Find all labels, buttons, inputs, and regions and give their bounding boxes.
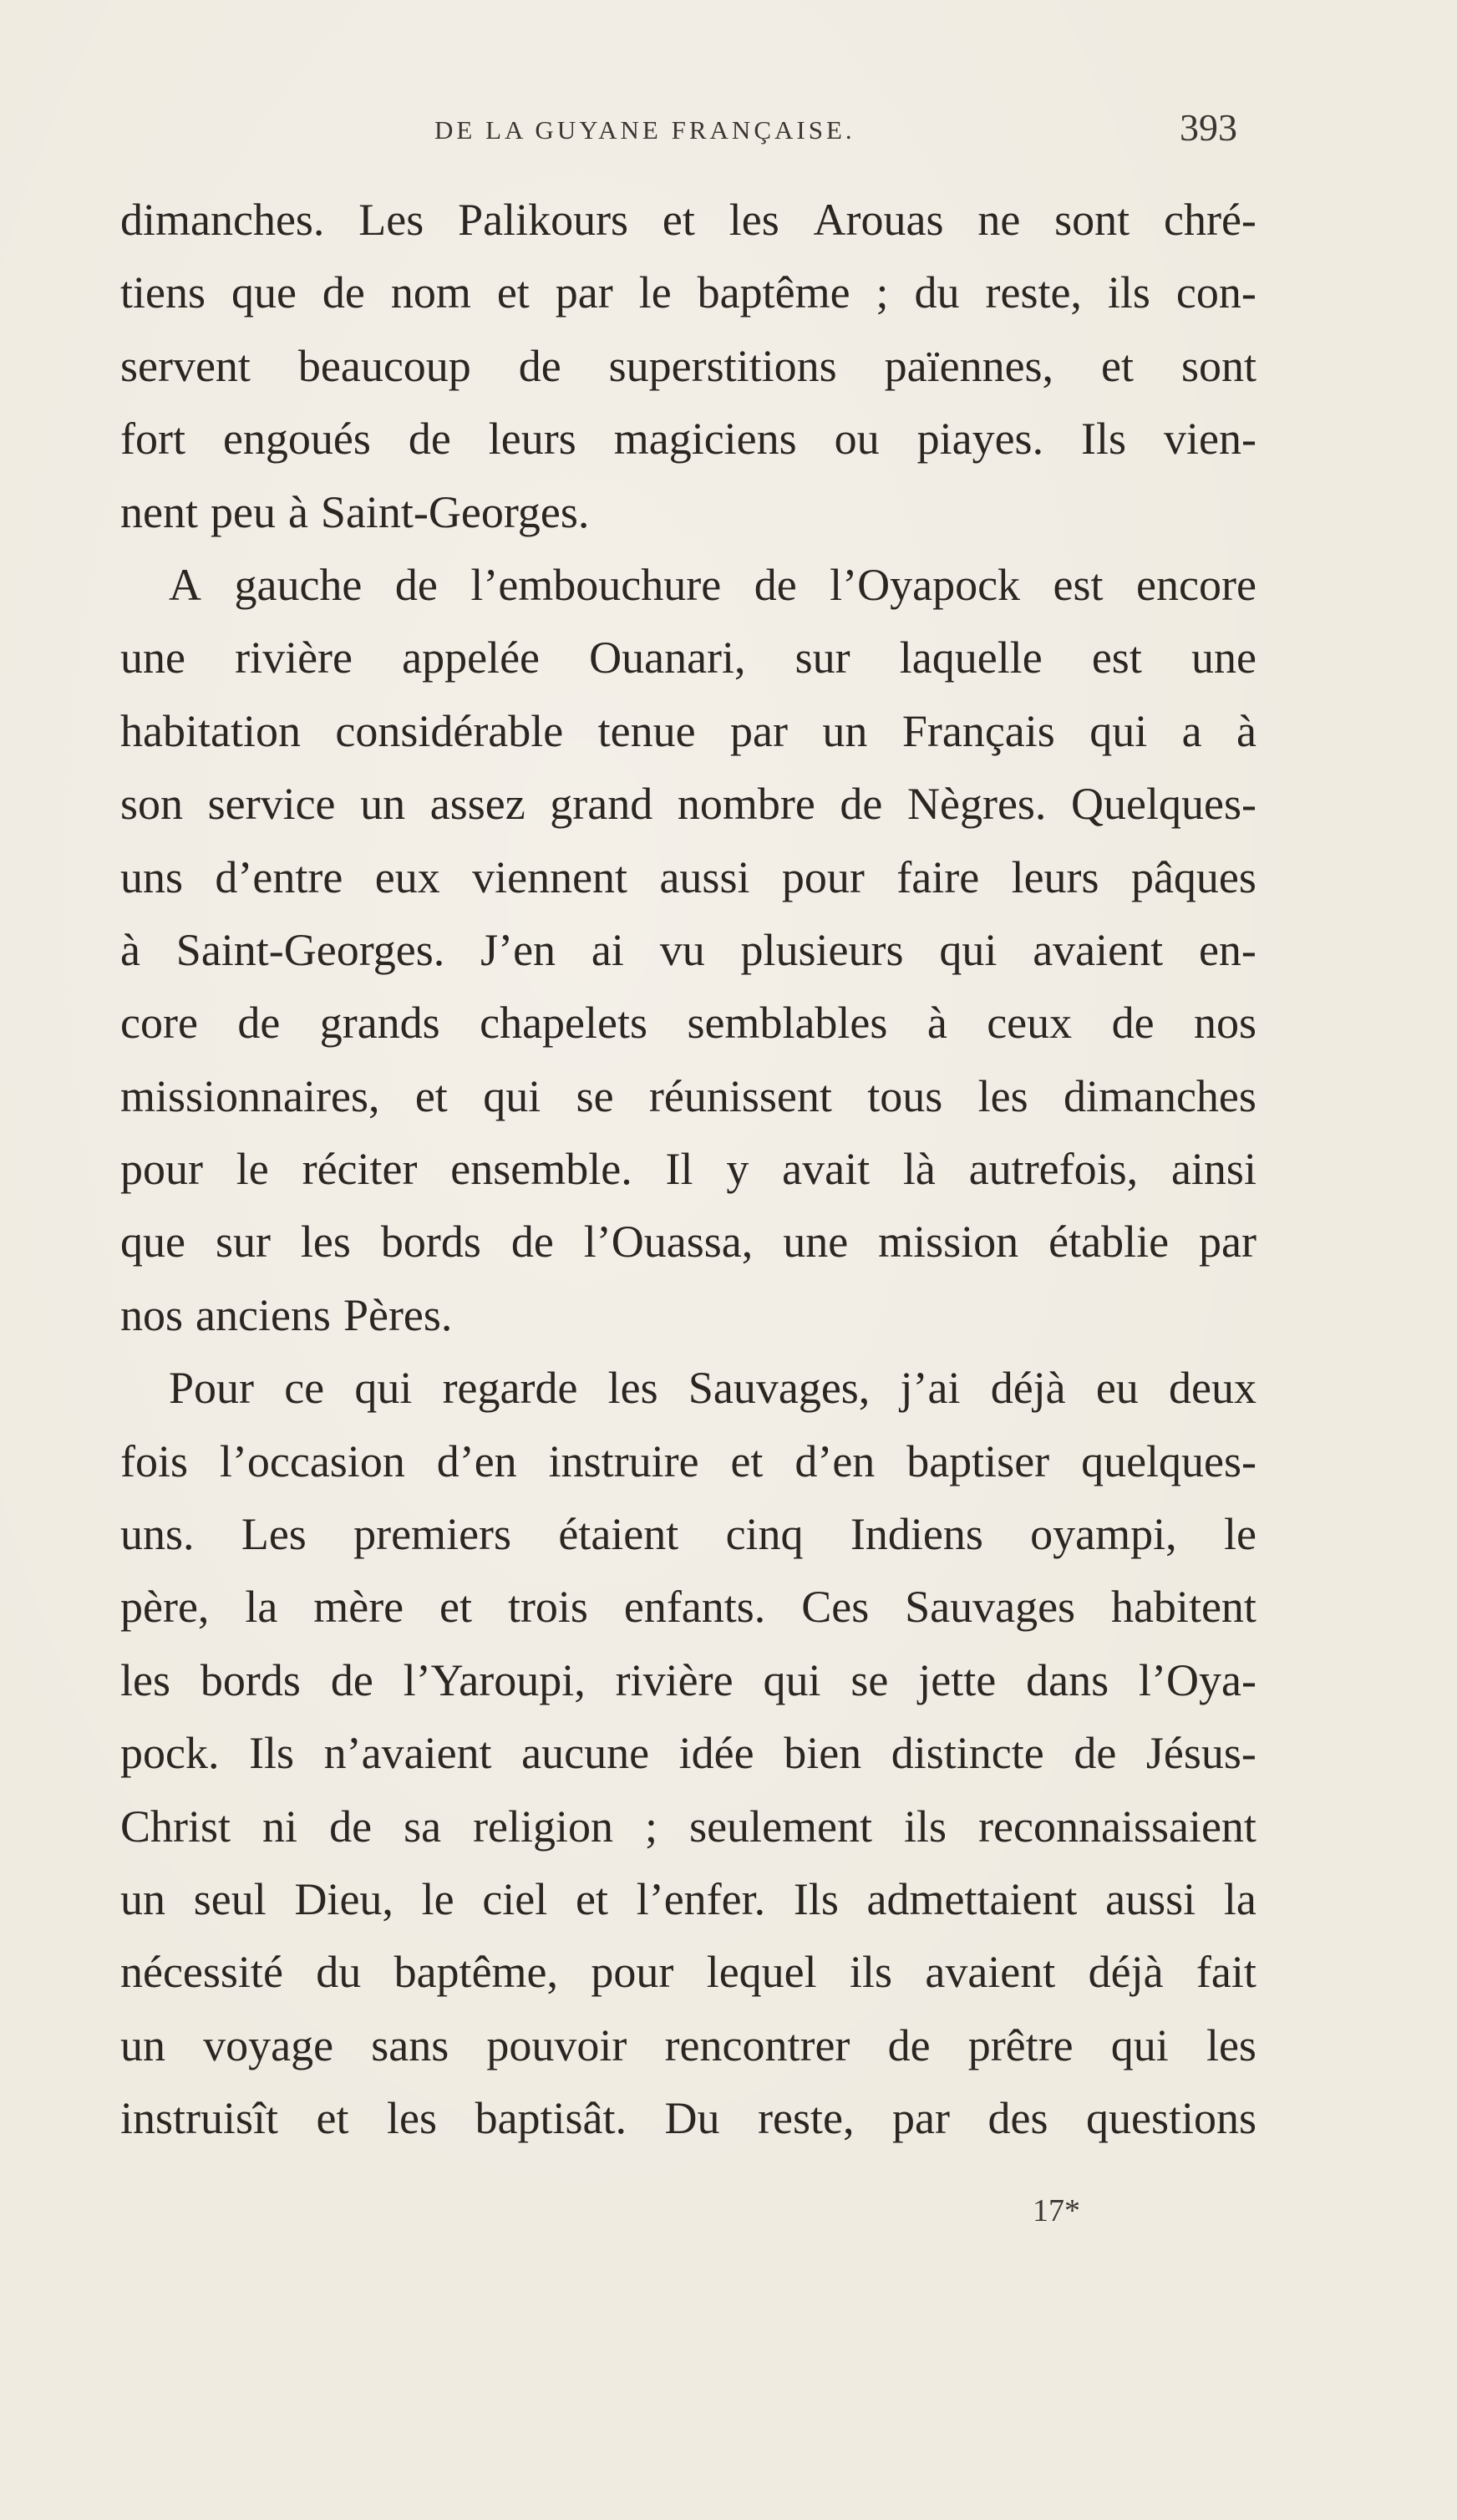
body-text — [120, 184, 1256, 2156]
word: de — [518, 340, 561, 391]
word: y — [726, 1144, 749, 1195]
word: ou — [834, 414, 880, 465]
word: de — [887, 2020, 931, 2070]
word: de — [330, 1654, 373, 1705]
text-line — [120, 1425, 1256, 1498]
word: gauche — [234, 559, 363, 610]
word: Dieu, — [294, 1873, 393, 1924]
word: pouvoir — [486, 2020, 627, 2070]
word: J’en — [480, 924, 556, 975]
text-line — [120, 184, 1256, 257]
word: encore — [1136, 559, 1256, 610]
word: l’occasion — [219, 1435, 405, 1486]
word: et — [496, 267, 530, 318]
word: l’Oya- — [1139, 1654, 1256, 1705]
text-line — [120, 1206, 1256, 1278]
word: l’Yaroupi, — [403, 1654, 586, 1705]
signature-mark: 17* — [1033, 2193, 1080, 2228]
word: de — [322, 267, 365, 318]
text-line — [120, 1571, 1256, 1644]
word: sont — [1054, 195, 1130, 245]
word: sans — [371, 2020, 449, 2070]
word: grands — [319, 998, 440, 1049]
word: mère — [313, 1582, 404, 1633]
text-line — [120, 2082, 1256, 2155]
word: étaient — [558, 1509, 679, 1560]
word: ni — [262, 1801, 298, 1852]
word: d’en — [436, 1435, 517, 1486]
word: les — [300, 1217, 351, 1268]
word: qui — [483, 1070, 541, 1121]
word: semblables — [687, 998, 888, 1049]
word: superstitions — [608, 340, 837, 391]
word: Sauvages, — [688, 1363, 871, 1414]
text-line — [120, 1936, 1256, 2009]
word: Ouanari, — [589, 633, 746, 683]
word: qui — [1110, 2020, 1169, 2070]
word: nos — [1193, 998, 1256, 1049]
word: et — [1101, 340, 1134, 391]
word: Jésus- — [1145, 1728, 1256, 1779]
word: Christ — [120, 1801, 231, 1852]
word: avaient — [925, 1947, 1056, 1998]
word: sa — [404, 1801, 442, 1852]
word: ; — [876, 267, 889, 318]
text-line — [120, 330, 1256, 403]
word: ils — [904, 1801, 947, 1852]
text-line — [120, 1498, 1256, 1571]
word: qui — [354, 1363, 413, 1414]
word: pour — [120, 1144, 203, 1195]
word: missionnaires, — [120, 1070, 380, 1121]
word: idée — [678, 1728, 754, 1779]
word: Saint-Georges. — [320, 486, 590, 537]
word: rivière — [235, 633, 353, 683]
word: sur — [215, 1217, 271, 1268]
word: vu — [659, 924, 705, 975]
word: beaucoup — [297, 340, 471, 391]
word: de — [840, 779, 883, 830]
word: la — [245, 1582, 278, 1633]
text-line — [120, 1644, 1256, 1717]
word: avait — [782, 1144, 871, 1195]
word: eu — [1095, 1363, 1139, 1414]
word: habitation — [120, 705, 301, 756]
word: avaient — [1033, 924, 1164, 975]
word: et — [414, 1070, 448, 1121]
word: et — [316, 2093, 349, 2144]
word: j’ai — [900, 1363, 961, 1414]
word: le — [638, 267, 672, 318]
word: habitent — [1110, 1582, 1256, 1633]
word: est — [1053, 559, 1104, 610]
word: prêtre — [967, 2020, 1074, 2070]
word: anciens — [195, 1289, 331, 1340]
text-line — [120, 768, 1256, 841]
word: rivière — [615, 1654, 734, 1705]
word: pock. — [120, 1728, 220, 1779]
word: fait — [1196, 1947, 1256, 1998]
text-line — [120, 987, 1256, 1059]
word: bords — [380, 1217, 481, 1268]
word: et — [576, 1873, 608, 1924]
word: déjà — [990, 1363, 1066, 1414]
text-line — [120, 549, 1256, 622]
word: lequel — [706, 1947, 817, 1998]
word: de — [394, 559, 438, 610]
word: Les — [358, 195, 424, 245]
word: A — [169, 559, 201, 610]
word: cinq — [725, 1509, 804, 1560]
word: reconnaissaient — [978, 1801, 1256, 1852]
word: rencontrer — [664, 2020, 850, 2070]
word: grand — [550, 779, 653, 830]
word: en- — [1198, 924, 1256, 975]
word: bords — [200, 1654, 301, 1705]
word: païennes, — [884, 340, 1054, 391]
word: et — [730, 1435, 764, 1486]
word: regarde — [442, 1363, 578, 1414]
word: con- — [1175, 267, 1256, 318]
word: ils — [849, 1947, 893, 1998]
word: le — [1223, 1509, 1256, 1560]
word: ensemble. — [450, 1144, 632, 1195]
word: Français — [901, 705, 1055, 756]
text-line — [120, 1060, 1256, 1133]
text-line — [120, 1352, 1256, 1425]
text-line — [120, 914, 1256, 987]
word: par — [892, 2093, 950, 2144]
word: enfants. — [623, 1582, 766, 1633]
running-title: DE LA GUYANE FRANÇAISE. — [434, 115, 855, 145]
word: piayes. — [916, 414, 1044, 465]
text-line — [120, 1863, 1256, 1936]
word: d’entre — [215, 851, 343, 902]
word: et — [662, 195, 695, 245]
word: oyampi, — [1030, 1509, 1177, 1560]
word: ; — [645, 1801, 658, 1852]
word: une — [783, 1217, 849, 1268]
word: les — [387, 2093, 438, 2144]
word: aussi — [659, 851, 750, 902]
word: nom — [390, 267, 471, 318]
word: eux — [374, 851, 440, 902]
word: core — [120, 998, 198, 1049]
word: par — [1199, 1217, 1256, 1268]
word: reste, — [985, 267, 1082, 318]
word: réciter — [302, 1144, 418, 1195]
text-line — [120, 695, 1256, 768]
word: l’embouchure — [470, 559, 722, 610]
word: Pères. — [343, 1289, 453, 1340]
text-line — [120, 257, 1256, 329]
word: leurs — [1011, 851, 1099, 902]
word: nent — [120, 486, 198, 537]
page-number: 393 — [1180, 106, 1237, 149]
word: sur — [794, 633, 850, 683]
text-line — [120, 1133, 1256, 1206]
word: sont — [1180, 340, 1256, 391]
word: dimanches. — [120, 195, 325, 245]
word: nécessité — [120, 1947, 283, 1998]
word: ai — [591, 924, 624, 975]
word: la — [1223, 1873, 1256, 1924]
word: le — [236, 1144, 269, 1195]
word: chré- — [1164, 195, 1256, 245]
word: viennent — [472, 851, 628, 902]
word: du — [316, 1947, 362, 1998]
word: un — [360, 779, 406, 830]
text-line — [120, 2009, 1256, 2082]
word: les — [607, 1363, 658, 1414]
word: à — [120, 924, 140, 975]
word: ce — [284, 1363, 325, 1414]
word: deux — [1169, 1363, 1256, 1414]
word: réunissent — [648, 1070, 832, 1121]
word: Palikours — [458, 195, 629, 245]
word: de — [237, 998, 281, 1049]
word: ceux — [987, 998, 1073, 1049]
word: ne — [977, 195, 1021, 245]
word: plusieurs — [740, 924, 904, 975]
word: Les — [241, 1509, 307, 1560]
word: ils — [1107, 267, 1150, 318]
word: ainsi — [1170, 1144, 1256, 1195]
word: instruisît — [120, 2093, 279, 2144]
word: Du — [664, 2093, 720, 2144]
word: nombre — [677, 779, 815, 830]
word: de — [1074, 1728, 1117, 1779]
word: Indiens — [850, 1509, 983, 1560]
word: dans — [1026, 1654, 1109, 1705]
word: de — [408, 414, 451, 465]
word: reste, — [758, 2093, 855, 2144]
word: Ils — [1081, 414, 1127, 465]
word: leurs — [488, 414, 576, 465]
word: à — [287, 486, 308, 537]
word: n’avaient — [323, 1728, 492, 1779]
word: à — [926, 998, 947, 1049]
word: instruire — [548, 1435, 699, 1486]
word: le — [421, 1873, 454, 1924]
word: distincte — [891, 1728, 1044, 1779]
word: à — [1236, 705, 1256, 756]
word: de — [754, 559, 797, 610]
word: un — [822, 705, 868, 756]
word: les — [728, 195, 779, 245]
word: engoués — [222, 414, 371, 465]
word: l’Oyapock — [830, 559, 1021, 610]
word: les — [120, 1654, 170, 1705]
word: jette — [918, 1654, 997, 1705]
word: que — [120, 1217, 185, 1268]
word: établie — [1048, 1217, 1170, 1268]
word: servent — [120, 340, 251, 391]
word: les — [977, 1070, 1028, 1121]
word: premiers — [353, 1509, 512, 1560]
word: de — [510, 1217, 554, 1268]
word: Ils — [793, 1873, 839, 1924]
word: pour — [591, 1947, 674, 1998]
word: de — [1111, 998, 1155, 1049]
word: religion — [473, 1801, 614, 1852]
word: tenue — [597, 705, 696, 756]
word: appelée — [402, 633, 540, 683]
word: son — [120, 779, 184, 830]
word: considérable — [335, 705, 564, 756]
word: des — [987, 2093, 1048, 2144]
text-line — [120, 1791, 1256, 1863]
word: fort — [120, 414, 185, 465]
word: Arouas — [813, 195, 944, 245]
word: une — [1190, 633, 1256, 683]
word: assez — [429, 779, 525, 830]
word: laquelle — [899, 633, 1043, 683]
word: se — [576, 1070, 614, 1121]
word: se — [850, 1654, 889, 1705]
word: autrefois, — [968, 1144, 1139, 1195]
word: uns. — [120, 1509, 195, 1560]
word: Nègres. — [907, 779, 1047, 830]
word: service — [207, 779, 336, 830]
word: baptiser — [906, 1435, 1050, 1486]
word: baptême — [697, 267, 850, 318]
word: est — [1091, 633, 1142, 683]
text-line — [120, 476, 1256, 549]
word: mission — [878, 1217, 1019, 1268]
text-line — [120, 622, 1256, 694]
word: chapelets — [480, 998, 648, 1049]
word: l’Ouassa, — [583, 1217, 754, 1268]
word: Quelques- — [1071, 779, 1256, 830]
word: peu — [210, 486, 276, 537]
text-line — [120, 1717, 1256, 1790]
word: l’enfer. — [636, 1873, 766, 1924]
word: qui — [1089, 705, 1148, 756]
word: qui — [763, 1654, 821, 1705]
word: fois — [120, 1435, 188, 1486]
word: qui — [939, 924, 998, 975]
word: d’en — [794, 1435, 876, 1486]
word: questions — [1085, 2093, 1256, 2144]
word: aucune — [521, 1728, 650, 1779]
word: magiciens — [613, 414, 797, 465]
word: tiens — [120, 267, 206, 318]
word: aussi — [1105, 1873, 1196, 1924]
word: seul — [193, 1873, 267, 1924]
word: a — [1181, 705, 1202, 756]
word: admettaient — [866, 1873, 1078, 1924]
word: dimanches — [1063, 1070, 1256, 1121]
word: Il — [665, 1144, 693, 1195]
text-line — [120, 403, 1256, 475]
word: pour — [781, 851, 865, 902]
word: ciel — [482, 1873, 548, 1924]
word: bien — [784, 1728, 862, 1779]
text-line — [120, 841, 1256, 914]
word: baptisât. — [475, 2093, 627, 2144]
word: faire — [896, 851, 980, 902]
word: là — [902, 1144, 936, 1195]
word: les — [1206, 2020, 1256, 2070]
word: baptême, — [393, 1947, 559, 1998]
word: Ces — [801, 1582, 870, 1633]
word: voyage — [203, 2020, 334, 2070]
word: Ils — [249, 1728, 295, 1779]
word: et — [439, 1582, 473, 1633]
word: père, — [120, 1582, 210, 1633]
word: une — [120, 633, 185, 683]
word: un — [120, 1873, 165, 1924]
word: du — [914, 267, 960, 318]
word: par — [555, 267, 613, 318]
word: tous — [867, 1070, 943, 1121]
word: quelques- — [1081, 1435, 1256, 1486]
word: Sauvages — [905, 1582, 1076, 1633]
word: par — [730, 705, 788, 756]
word: déjà — [1088, 1947, 1164, 1998]
word: Pour — [169, 1363, 255, 1414]
word: Saint-Georges. — [175, 924, 445, 975]
word: vien- — [1164, 414, 1256, 465]
text-line — [120, 1279, 1256, 1352]
word: pâques — [1130, 851, 1256, 902]
word: trois — [507, 1582, 588, 1633]
word: nos — [120, 1289, 184, 1340]
word: de — [329, 1801, 373, 1852]
word: un — [120, 2020, 165, 2070]
word: que — [231, 267, 297, 318]
word: seulement — [689, 1801, 873, 1852]
word: uns — [120, 851, 184, 902]
